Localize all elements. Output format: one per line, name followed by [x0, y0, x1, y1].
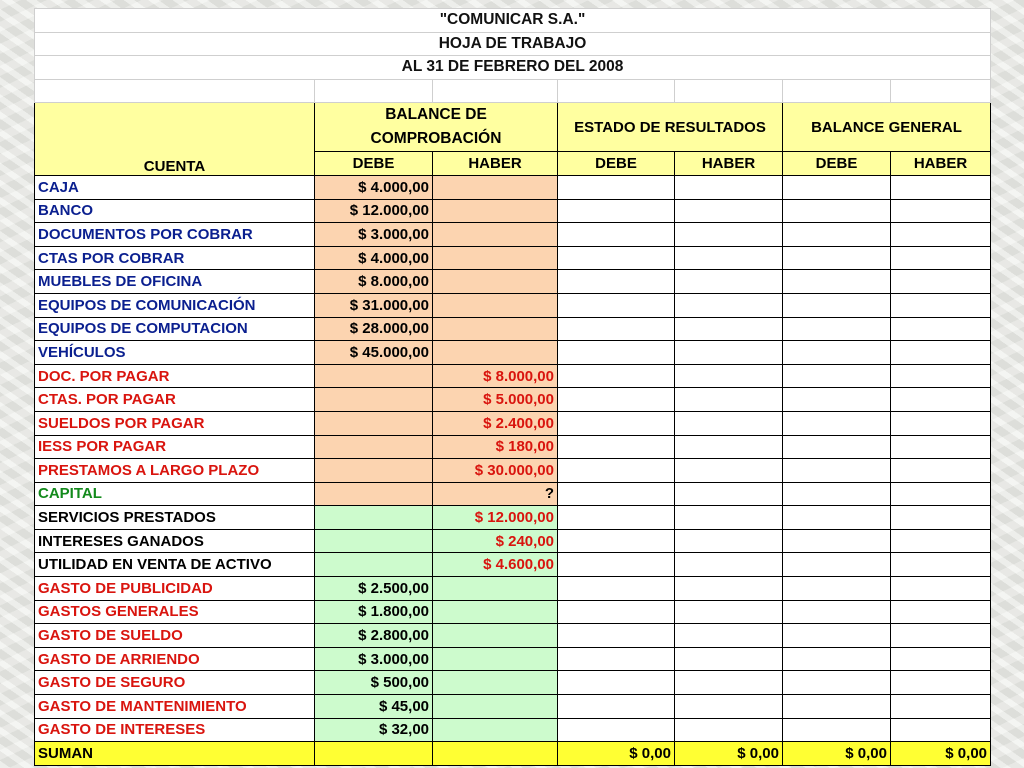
er-debe-cell[interactable] [558, 270, 675, 294]
er-haber-cell[interactable] [675, 600, 783, 624]
bg-debe-cell[interactable] [783, 317, 891, 341]
er-debe-cell[interactable] [558, 411, 675, 435]
totals-row [35, 742, 991, 766]
bc-debe-cell[interactable]: $ 3.000,00 [315, 223, 433, 247]
table-row [35, 553, 991, 577]
bg-debe-cell[interactable] [783, 529, 891, 553]
er-haber-cell[interactable] [675, 223, 783, 247]
account-name[interactable]: GASTO DE SUELDO [35, 624, 315, 648]
bg-haber-cell[interactable] [891, 411, 991, 435]
bg-debe-cell[interactable] [783, 553, 891, 577]
bg-haber-cell[interactable] [891, 175, 991, 199]
account-name[interactable]: GASTO DE PUBLICIDAD [35, 577, 315, 601]
blank-cell [433, 79, 558, 103]
table-row [35, 529, 991, 553]
bg-haber-cell[interactable] [891, 600, 991, 624]
bc-debe-cell[interactable]: $ 31.000,00 [315, 293, 433, 317]
er-haber-cell[interactable] [675, 529, 783, 553]
bg-haber-cell[interactable] [891, 647, 991, 671]
er-haber-cell[interactable] [675, 199, 783, 223]
account-name[interactable]: SERVICIOS PRESTADOS [35, 506, 315, 530]
er-haber-cell[interactable] [675, 459, 783, 483]
total-bg-debe[interactable]: $ 0,00 [783, 742, 891, 766]
er-debe-cell[interactable] [558, 364, 675, 388]
bc-debe-cell[interactable] [315, 506, 433, 530]
bc-haber-cell[interactable] [433, 270, 558, 294]
table-row [35, 482, 991, 506]
er-haber-cell[interactable] [675, 553, 783, 577]
er-debe-cell[interactable] [558, 175, 675, 199]
bc-haber-cell[interactable]: $ 8.000,00 [433, 364, 558, 388]
bg-haber-cell[interactable] [891, 482, 991, 506]
er-haber-cell[interactable] [675, 341, 783, 365]
account-name[interactable]: DOC. POR PAGAR [35, 364, 315, 388]
bg-haber-cell[interactable] [891, 270, 991, 294]
account-name[interactable]: EQUIPOS DE COMUNICACIÓN [35, 293, 315, 317]
bc-debe-cell[interactable]: $ 4.000,00 [315, 246, 433, 270]
er-debe-cell[interactable] [558, 246, 675, 270]
header-er-debe: DEBE [558, 152, 675, 176]
er-debe-cell[interactable] [558, 482, 675, 506]
bg-haber-cell[interactable] [891, 459, 991, 483]
account-name[interactable]: SUELDOS POR PAGAR [35, 411, 315, 435]
bc-debe-cell[interactable]: $ 1.800,00 [315, 600, 433, 624]
bg-debe-cell[interactable] [783, 482, 891, 506]
er-debe-cell[interactable] [558, 435, 675, 459]
account-name[interactable]: CAPITAL [35, 482, 315, 506]
bg-haber-cell[interactable] [891, 529, 991, 553]
blank-cell [675, 79, 783, 103]
bg-debe-cell[interactable] [783, 199, 891, 223]
bc-haber-cell[interactable] [433, 246, 558, 270]
total-er-debe[interactable]: $ 0,00 [558, 742, 675, 766]
er-haber-cell[interactable] [675, 624, 783, 648]
account-name[interactable]: VEHÍCULOS [35, 341, 315, 365]
total-er-haber[interactable]: $ 0,00 [675, 742, 783, 766]
bc-haber-cell[interactable] [433, 199, 558, 223]
er-debe-cell[interactable] [558, 529, 675, 553]
bg-haber-cell[interactable] [891, 718, 991, 742]
blank-cell [558, 79, 675, 103]
bg-haber-cell[interactable] [891, 317, 991, 341]
header-bc-debe: DEBE [315, 152, 433, 176]
bc-haber-cell[interactable]: $ 30.000,00 [433, 459, 558, 483]
bg-haber-cell[interactable] [891, 435, 991, 459]
bg-debe-cell[interactable] [783, 293, 891, 317]
er-haber-cell[interactable] [675, 577, 783, 601]
bg-haber-cell[interactable] [891, 695, 991, 719]
er-haber-cell[interactable] [675, 293, 783, 317]
document-date: AL 31 DE FEBRERO DEL 2008 [35, 56, 991, 80]
table-row [35, 388, 991, 412]
document-title: HOJA DE TRABAJO [35, 32, 991, 56]
table-row [35, 695, 991, 719]
bc-haber-cell[interactable] [433, 624, 558, 648]
header-balance-general: BALANCE GENERAL [783, 103, 991, 152]
totals-label[interactable]: SUMAN [35, 742, 315, 766]
bg-debe-cell[interactable] [783, 577, 891, 601]
blank-cell [35, 79, 315, 103]
header-estado-resultados: ESTADO DE RESULTADOS [558, 103, 783, 152]
table-row [35, 270, 991, 294]
account-name[interactable]: UTILIDAD EN VENTA DE ACTIVO [35, 553, 315, 577]
bc-haber-cell[interactable] [433, 671, 558, 695]
account-name[interactable]: MUEBLES DE OFICINA [35, 270, 315, 294]
table-row [35, 624, 991, 648]
bc-debe-cell[interactable] [315, 364, 433, 388]
bc-debe-cell[interactable]: $ 28.000,00 [315, 317, 433, 341]
er-debe-cell[interactable] [558, 695, 675, 719]
bc-haber-cell[interactable]: $ 5.000,00 [433, 388, 558, 412]
account-name[interactable]: GASTO DE MANTENIMIENTO [35, 695, 315, 719]
bc-haber-cell[interactable]: $ 180,00 [433, 435, 558, 459]
bc-haber-cell[interactable] [433, 695, 558, 719]
blank-cell [891, 79, 991, 103]
bc-debe-cell[interactable]: $ 12.000,00 [315, 199, 433, 223]
bg-debe-cell[interactable] [783, 175, 891, 199]
bc-debe-cell[interactable] [315, 435, 433, 459]
bc-haber-cell[interactable]: $ 240,00 [433, 529, 558, 553]
bg-debe-cell[interactable] [783, 364, 891, 388]
er-debe-cell[interactable] [558, 671, 675, 695]
er-haber-cell[interactable] [675, 482, 783, 506]
bc-debe-cell[interactable]: $ 8.000,00 [315, 270, 433, 294]
header-er-haber: HABER [675, 152, 783, 176]
er-debe-cell[interactable] [558, 293, 675, 317]
account-name[interactable]: CTAS POR COBRAR [35, 246, 315, 270]
bg-haber-cell[interactable] [891, 506, 991, 530]
bg-debe-cell[interactable] [783, 624, 891, 648]
bg-debe-cell[interactable] [783, 600, 891, 624]
bg-haber-cell[interactable] [891, 364, 991, 388]
er-debe-cell[interactable] [558, 506, 675, 530]
table-row [35, 459, 991, 483]
er-haber-cell[interactable] [675, 506, 783, 530]
table-row [35, 647, 991, 671]
header-cuenta: CUENTA [35, 103, 315, 176]
bg-haber-cell[interactable] [891, 341, 991, 365]
er-haber-cell[interactable] [675, 246, 783, 270]
er-debe-cell[interactable] [558, 718, 675, 742]
bc-debe-cell[interactable]: $ 32,00 [315, 718, 433, 742]
account-name[interactable]: GASTOS GENERALES [35, 600, 315, 624]
bc-haber-cell[interactable]: $ 2.400,00 [433, 411, 558, 435]
table-row [35, 435, 991, 459]
er-haber-cell[interactable] [675, 647, 783, 671]
bg-haber-cell[interactable] [891, 671, 991, 695]
er-haber-cell[interactable] [675, 270, 783, 294]
bc-debe-cell[interactable]: $ 45.000,00 [315, 341, 433, 365]
bg-haber-cell[interactable] [891, 388, 991, 412]
account-name[interactable]: DOCUMENTOS POR COBRAR [35, 223, 315, 247]
bc-haber-cell[interactable] [433, 718, 558, 742]
table-row [35, 341, 991, 365]
bg-haber-cell[interactable] [891, 223, 991, 247]
total-bc-debe[interactable] [315, 742, 433, 766]
table-row [35, 577, 991, 601]
table-row [35, 718, 991, 742]
bc-debe-cell[interactable] [315, 553, 433, 577]
er-haber-cell[interactable] [675, 671, 783, 695]
bg-debe-cell[interactable] [783, 270, 891, 294]
table-row [35, 293, 991, 317]
account-name[interactable]: GASTO DE ARRIENDO [35, 647, 315, 671]
bc-debe-cell[interactable] [315, 529, 433, 553]
er-debe-cell[interactable] [558, 223, 675, 247]
account-name[interactable]: IESS POR PAGAR [35, 435, 315, 459]
header-bg-haber: HABER [891, 152, 991, 176]
table-row [35, 506, 991, 530]
bg-debe-cell[interactable] [783, 435, 891, 459]
total-bc-haber[interactable] [433, 742, 558, 766]
account-name[interactable]: CAJA [35, 175, 315, 199]
header-bg-debe: DEBE [783, 152, 891, 176]
er-haber-cell[interactable] [675, 435, 783, 459]
er-haber-cell[interactable] [675, 388, 783, 412]
bc-debe-cell[interactable] [315, 411, 433, 435]
table-row [35, 671, 991, 695]
bc-debe-cell[interactable]: $ 3.000,00 [315, 647, 433, 671]
company-title: "COMUNICAR S.A." [35, 9, 991, 33]
er-debe-cell[interactable] [558, 600, 675, 624]
table-row [35, 246, 991, 270]
er-debe-cell[interactable] [558, 577, 675, 601]
bg-debe-cell[interactable] [783, 695, 891, 719]
er-debe-cell[interactable] [558, 341, 675, 365]
bc-debe-cell[interactable]: $ 2.800,00 [315, 624, 433, 648]
bc-haber-cell[interactable] [433, 317, 558, 341]
er-haber-cell[interactable] [675, 317, 783, 341]
blank-cell [315, 79, 433, 103]
account-name[interactable]: CTAS. POR PAGAR [35, 388, 315, 412]
bg-debe-cell[interactable] [783, 246, 891, 270]
er-debe-cell[interactable] [558, 459, 675, 483]
bg-debe-cell[interactable] [783, 341, 891, 365]
bg-haber-cell[interactable] [891, 577, 991, 601]
table-row [35, 600, 991, 624]
blank-cell [783, 79, 891, 103]
bc-haber-cell[interactable] [433, 647, 558, 671]
table-row [35, 364, 991, 388]
bg-debe-cell[interactable] [783, 647, 891, 671]
bc-debe-cell[interactable] [315, 388, 433, 412]
account-name[interactable]: GASTO DE INTERESES [35, 718, 315, 742]
bc-haber-cell[interactable]: $ 12.000,00 [433, 506, 558, 530]
er-debe-cell[interactable] [558, 388, 675, 412]
table-row [35, 317, 991, 341]
account-name[interactable]: PRESTAMOS A LARGO PLAZO [35, 459, 315, 483]
table-row [35, 411, 991, 435]
total-bg-haber[interactable]: $ 0,00 [891, 742, 991, 766]
er-haber-cell[interactable] [675, 411, 783, 435]
bg-haber-cell[interactable] [891, 553, 991, 577]
er-debe-cell[interactable] [558, 624, 675, 648]
table-row [35, 175, 991, 199]
bc-debe-cell[interactable]: $ 4.000,00 [315, 175, 433, 199]
bc-haber-cell[interactable] [433, 577, 558, 601]
bc-haber-cell[interactable]: ? [433, 482, 558, 506]
bc-debe-cell[interactable]: $ 45,00 [315, 695, 433, 719]
bg-debe-cell[interactable] [783, 459, 891, 483]
er-haber-cell[interactable] [675, 364, 783, 388]
bc-haber-cell[interactable]: $ 4.600,00 [433, 553, 558, 577]
er-debe-cell[interactable] [558, 317, 675, 341]
table-row [35, 199, 991, 223]
er-haber-cell[interactable] [675, 695, 783, 719]
bg-haber-cell[interactable] [891, 199, 991, 223]
bg-debe-cell[interactable] [783, 411, 891, 435]
header-balance-comprobacion-line2: COMPROBACIÓN [370, 130, 502, 148]
table-row [35, 223, 991, 247]
bg-debe-cell[interactable] [783, 388, 891, 412]
bc-debe-cell[interactable] [315, 459, 433, 483]
bg-debe-cell[interactable] [783, 671, 891, 695]
header-balance-comprobacion [315, 103, 558, 152]
account-name[interactable]: INTERESES GANADOS [35, 529, 315, 553]
bc-haber-cell[interactable] [433, 293, 558, 317]
bg-debe-cell[interactable] [783, 506, 891, 530]
er-haber-cell[interactable] [675, 718, 783, 742]
bg-debe-cell[interactable] [783, 718, 891, 742]
bc-debe-cell[interactable]: $ 2.500,00 [315, 577, 433, 601]
bg-haber-cell[interactable] [891, 293, 991, 317]
er-debe-cell[interactable] [558, 199, 675, 223]
bc-haber-cell[interactable] [433, 341, 558, 365]
bc-debe-cell[interactable] [315, 482, 433, 506]
bg-debe-cell[interactable] [783, 223, 891, 247]
worksheet [34, 8, 990, 766]
account-name[interactable]: EQUIPOS DE COMPUTACION [35, 317, 315, 341]
header-bc-haber: HABER [433, 152, 558, 176]
account-name[interactable]: GASTO DE SEGURO [35, 671, 315, 695]
bg-haber-cell[interactable] [891, 624, 991, 648]
bc-haber-cell[interactable] [433, 600, 558, 624]
worksheet-table [34, 8, 991, 766]
header-balance-comprobacion-line1: BALANCE DE [385, 106, 487, 124]
er-debe-cell[interactable] [558, 553, 675, 577]
er-debe-cell[interactable] [558, 647, 675, 671]
bc-haber-cell[interactable] [433, 223, 558, 247]
bc-debe-cell[interactable]: $ 500,00 [315, 671, 433, 695]
bg-haber-cell[interactable] [891, 246, 991, 270]
account-name[interactable]: BANCO [35, 199, 315, 223]
er-haber-cell[interactable] [675, 175, 783, 199]
bc-haber-cell[interactable] [433, 175, 558, 199]
